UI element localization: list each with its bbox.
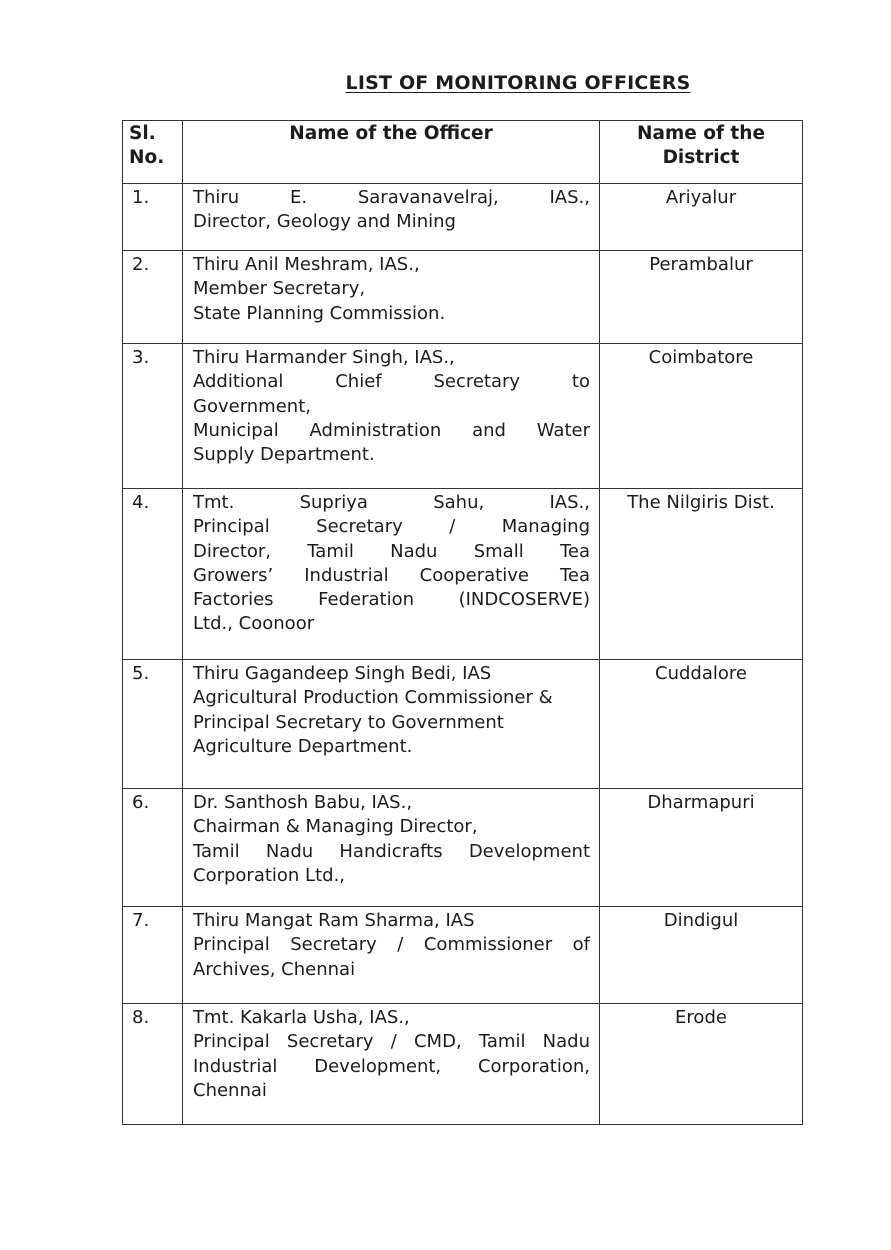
serial-number: 3. [123, 344, 183, 489]
officer-line: Tamil Nadu Handicrafts Development [193, 840, 590, 862]
officer-line: Director, Geology and Mining [193, 211, 456, 233]
header-district-line1: Name of the [637, 123, 765, 144]
officer-details [183, 344, 600, 489]
header-serial-line1: Sl. [129, 123, 156, 144]
officer-line: Thiru E. Saravanavelraj, IAS., [193, 187, 590, 208]
header-district-line2: District [662, 147, 740, 169]
officer-details [183, 907, 600, 1004]
officer-line: Additional Chief Secretary to [193, 371, 590, 393]
officer-line: Government, [193, 395, 311, 417]
officer-details [183, 184, 600, 251]
table-row [123, 907, 803, 1004]
table-row [123, 789, 803, 907]
header-serial-number [123, 121, 183, 184]
table-row [123, 184, 803, 251]
officer-line: Thiru Harmander Singh, IAS., [193, 347, 455, 368]
officer-line: Agriculture Department. [193, 735, 413, 757]
officer-line: Member Secretary, [193, 278, 366, 300]
officer-details [183, 660, 600, 789]
officer-line: Principal Secretary / Managing [193, 516, 590, 538]
district-name: Perambalur [600, 251, 803, 344]
officer-line: Growers’ Industrial Cooperative Tea [193, 564, 590, 586]
district-name: Erode [600, 1004, 803, 1125]
serial-number: 1. [123, 184, 183, 251]
officer-details [183, 789, 600, 907]
officer-line: Industrial Development, Corporation, [193, 1055, 590, 1077]
table-row [123, 660, 803, 789]
district-name: Dindigul [600, 907, 803, 1004]
officer-line: Principal Secretary / Commissioner of [193, 934, 590, 956]
officer-line: Thiru Gagandeep Singh Bedi, IAS [193, 663, 492, 684]
table-row [123, 1004, 803, 1125]
serial-number: 4. [123, 489, 183, 660]
officer-details [183, 251, 600, 344]
officer-line: Chennai [193, 1079, 267, 1101]
officer-line: Tmt. Kakarla Usha, IAS., [193, 1007, 410, 1028]
officer-line: Dr. Santhosh Babu, IAS., [193, 792, 413, 813]
serial-number: 6. [123, 789, 183, 907]
officer-details [183, 1004, 600, 1125]
district-name: Coimbatore [600, 344, 803, 489]
table-header-row [123, 121, 803, 184]
officer-line: Archives, Chennai [193, 958, 356, 980]
page-title: LIST OF MONITORING OFFICERS [345, 72, 691, 94]
officer-line: Corporation Ltd., [193, 864, 346, 886]
officer-details [183, 489, 600, 660]
serial-number: 7. [123, 907, 183, 1004]
serial-number: 8. [123, 1004, 183, 1125]
officer-line: Principal Secretary to Government [193, 711, 504, 733]
header-officer-name: Name of the Officer [183, 121, 600, 184]
officer-line: Thiru Anil Meshram, IAS., [193, 254, 420, 275]
officer-line: Principal Secretary / CMD, Tamil Nadu [193, 1031, 590, 1053]
officer-line: Supply Department. [193, 444, 375, 466]
header-serial-line2: No. [129, 147, 165, 169]
table-row [123, 489, 803, 660]
officer-line: Chairman & Managing Director, [193, 816, 478, 838]
officers-table [122, 120, 803, 1125]
header-district [600, 121, 803, 184]
district-name: Dharmapuri [600, 789, 803, 907]
district-name: The Nilgiris Dist. [600, 489, 803, 660]
district-name: Ariyalur [600, 184, 803, 251]
district-name: Cuddalore [600, 660, 803, 789]
table-row [123, 344, 803, 489]
officer-line: State Planning Commission. [193, 302, 446, 324]
officer-line: Factories Federation (INDCOSERVE) [193, 589, 590, 611]
officer-line: Director, Tamil Nadu Small Tea [193, 540, 590, 562]
table-row [123, 251, 803, 344]
officer-line: Tmt. Supriya Sahu, IAS., [193, 492, 590, 513]
officer-line: Municipal Administration and Water [193, 419, 590, 441]
serial-number: 2. [123, 251, 183, 344]
officer-line: Thiru Mangat Ram Sharma, IAS [193, 910, 475, 931]
officer-line: Ltd., Coonoor [193, 613, 315, 635]
officer-line: Agricultural Production Commissioner & [193, 687, 553, 709]
serial-number: 5. [123, 660, 183, 789]
